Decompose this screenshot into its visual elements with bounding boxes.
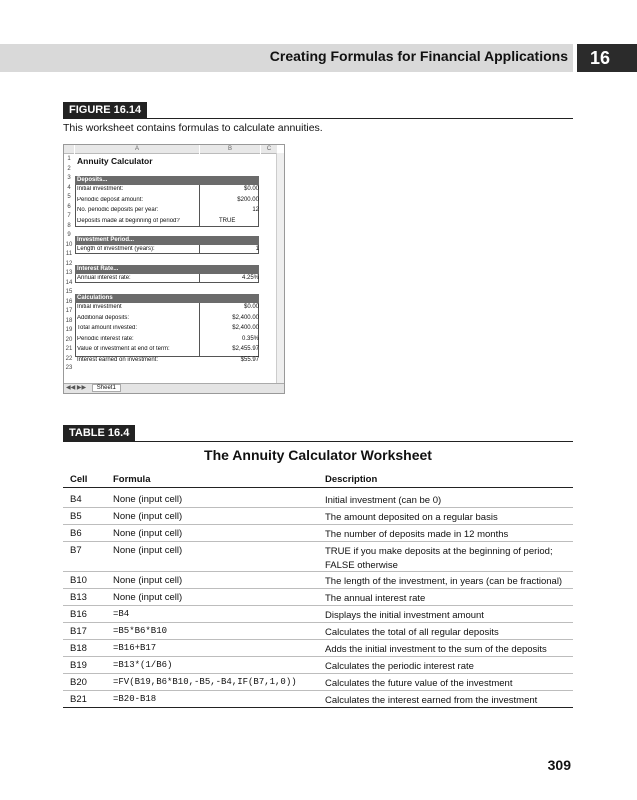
figure-rule: [63, 118, 573, 119]
sheet-value-cell[interactable]: 0.35%: [241, 335, 259, 342]
figure-caption: This worksheet contains formulas to calculate annuities.: [63, 122, 323, 134]
row-divider: [63, 588, 573, 589]
sheet-value-cell[interactable]: $0.00: [243, 186, 259, 192]
sheet-value-cell[interactable]: $55.97: [240, 356, 259, 363]
column-header-b: B: [200, 145, 260, 154]
row-divider: [63, 673, 573, 674]
row-number: 6: [67, 203, 71, 210]
formula: None (input cell): [113, 511, 183, 522]
cell-ref: B4: [70, 494, 82, 505]
row-divider: [63, 541, 573, 542]
sheet-value-cell[interactable]: TRUE: [219, 217, 236, 224]
cell-ref: B10: [70, 575, 87, 586]
row-number: 11: [65, 251, 73, 257]
description: The length of the investment, in years (can be fractional): [325, 576, 563, 587]
description: Calculates the total of all regular deposits: [325, 627, 499, 638]
sheet-value-cell[interactable]: $0.00: [243, 304, 259, 310]
formula: None (input cell): [113, 575, 183, 586]
sheet-value-cell[interactable]: $200.00: [237, 196, 259, 203]
rate-header: Interest Rate...: [75, 265, 259, 274]
formula: =FV(B19,B6*B10,-B5,-B4,IF(B7,1,0)): [113, 677, 297, 687]
sheet-value-cell[interactable]: $2,455.97: [232, 346, 259, 352]
sheet-label-cell[interactable]: Additional deposits:: [77, 314, 130, 321]
spreadsheet-screenshot: [63, 144, 285, 394]
sheet-value-cell[interactable]: $2,400.00: [232, 314, 259, 321]
sheet-value-cell[interactable]: 1: [255, 246, 259, 252]
sheet-label-cell[interactable]: Annual interest rate:: [77, 275, 131, 281]
column-header-formula: Formula: [113, 474, 151, 485]
formula: =B16+B17: [113, 643, 157, 653]
sheet-nav-arrows-icon[interactable]: ◀◀ ▶▶: [66, 385, 87, 391]
row-divider: [63, 507, 573, 508]
sheet-title: Annuity Calculator: [77, 156, 153, 166]
row-number: 22: [65, 355, 73, 362]
column-header-a: A: [75, 145, 199, 154]
description: Displays the initial investment amount: [325, 610, 484, 621]
sheet-label-cell[interactable]: Initial investment:: [77, 186, 124, 192]
row-number: 13: [65, 270, 73, 276]
sheet-label-cell[interactable]: Periodic interest rate:: [77, 335, 134, 342]
row-divider: [63, 622, 573, 623]
sheet-label-cell[interactable]: Periodic deposit amount:: [77, 196, 144, 203]
row-number: 20: [65, 336, 73, 343]
row-number: 17: [65, 308, 73, 314]
table-title: The Annuity Calculator Worksheet: [204, 447, 432, 463]
cell-ref: B16: [70, 609, 87, 620]
sheet-tab-bar: [64, 383, 284, 393]
description: The amount deposited on a regular basis: [325, 512, 498, 523]
row-number: 5: [67, 194, 71, 200]
description: TRUE if you make deposits at the beginning of period; FALSE otherwise: [325, 546, 553, 571]
row-number: 19: [65, 327, 73, 333]
row-divider: [63, 690, 573, 691]
sheet-label-cell[interactable]: Initial investment: [77, 304, 122, 310]
column-header-cell: Cell: [70, 474, 88, 485]
page-number: 309: [547, 757, 571, 773]
row-number: 7: [67, 213, 71, 219]
row-number: 3: [67, 175, 71, 181]
row-number: 8: [67, 222, 71, 229]
row-number: 10: [65, 241, 73, 248]
cell-ref: B20: [70, 677, 87, 688]
row-number: 18: [65, 317, 73, 324]
formula: None (input cell): [113, 545, 183, 556]
row-number: 16: [65, 298, 73, 305]
row-number: 15: [65, 289, 73, 295]
row-number: 4: [67, 184, 71, 191]
row-number: 9: [67, 232, 71, 238]
vertical-scrollbar: [276, 153, 284, 384]
cell-ref: B18: [70, 643, 87, 654]
sheet-value-cell[interactable]: $2,400.00: [232, 325, 259, 331]
row-divider: [63, 639, 573, 640]
sheet-value-cell[interactable]: 4.25%: [241, 275, 259, 281]
period-header: Investment Period...: [75, 236, 259, 245]
sheet-label-cell[interactable]: Interest earned on investment:: [77, 356, 159, 363]
description: The number of deposits made in 12 months: [325, 529, 509, 540]
description: Calculates the periodic interest rate: [325, 661, 474, 672]
column-header-c: C: [261, 145, 277, 154]
chapter-number: 16: [577, 44, 637, 72]
row-number: 2: [67, 165, 71, 172]
formula: None (input cell): [113, 528, 183, 539]
description: Initial investment (can be 0): [325, 495, 442, 506]
description: Calculates the future value of the investment: [325, 678, 513, 689]
cell-ref: B5: [70, 511, 82, 522]
formula: =B4: [113, 609, 130, 619]
cell-ref: B19: [70, 660, 87, 671]
row-number: 12: [65, 260, 73, 267]
row-number: 23: [65, 365, 73, 371]
sheet-label-cell[interactable]: Value of investment at end of term:: [77, 346, 170, 352]
sheet-value-cell[interactable]: 12: [252, 207, 259, 213]
row-number: 14: [65, 279, 73, 286]
deposits-header: Deposits...: [75, 176, 259, 185]
table-header-rule: [63, 487, 573, 488]
sheet-label-cell[interactable]: Deposits made at beginning of period?: [77, 217, 180, 224]
cell-ref: B17: [70, 626, 87, 637]
row-divider: [63, 656, 573, 657]
table-rule-top: [63, 441, 573, 442]
formula: =B5*B6*B10: [113, 626, 168, 636]
sheet-label-cell[interactable]: No. periodic deposits per year:: [77, 207, 159, 213]
chapter-title: Creating Formulas for Financial Applications: [269, 48, 568, 64]
row-divider: [63, 571, 573, 572]
sheet-label-cell[interactable]: Total amount invested:: [77, 325, 138, 331]
figure-label: FIGURE 16.14: [63, 102, 147, 118]
sheet-label-cell[interactable]: Length of investment (years):: [77, 246, 155, 252]
calculations-header: Calculations: [75, 294, 259, 303]
row-number: 21: [65, 346, 73, 352]
cell-ref: B6: [70, 528, 82, 539]
cell-ref: B13: [70, 592, 87, 603]
column-header-description: Description: [325, 474, 378, 485]
cell-ref: B21: [70, 694, 87, 705]
description: Calculates the interest earned from the investment: [325, 695, 538, 706]
formula: =B13*(1/B6): [113, 660, 173, 670]
row-divider: [63, 605, 573, 606]
formula: None (input cell): [113, 592, 183, 603]
description: Adds the initial investment to the sum of the deposits: [325, 644, 547, 655]
cell-ref: B7: [70, 545, 82, 556]
sheet-tab[interactable]: Sheet1: [92, 384, 121, 392]
corner-cell: [64, 145, 74, 154]
formula: =B20-B18: [113, 694, 157, 704]
table-label: TABLE 16.4: [63, 425, 135, 441]
row-number: 1: [67, 156, 71, 162]
formula: None (input cell): [113, 494, 183, 505]
description: The annual interest rate: [325, 593, 426, 604]
row-divider: [63, 707, 573, 708]
row-divider: [63, 524, 573, 525]
